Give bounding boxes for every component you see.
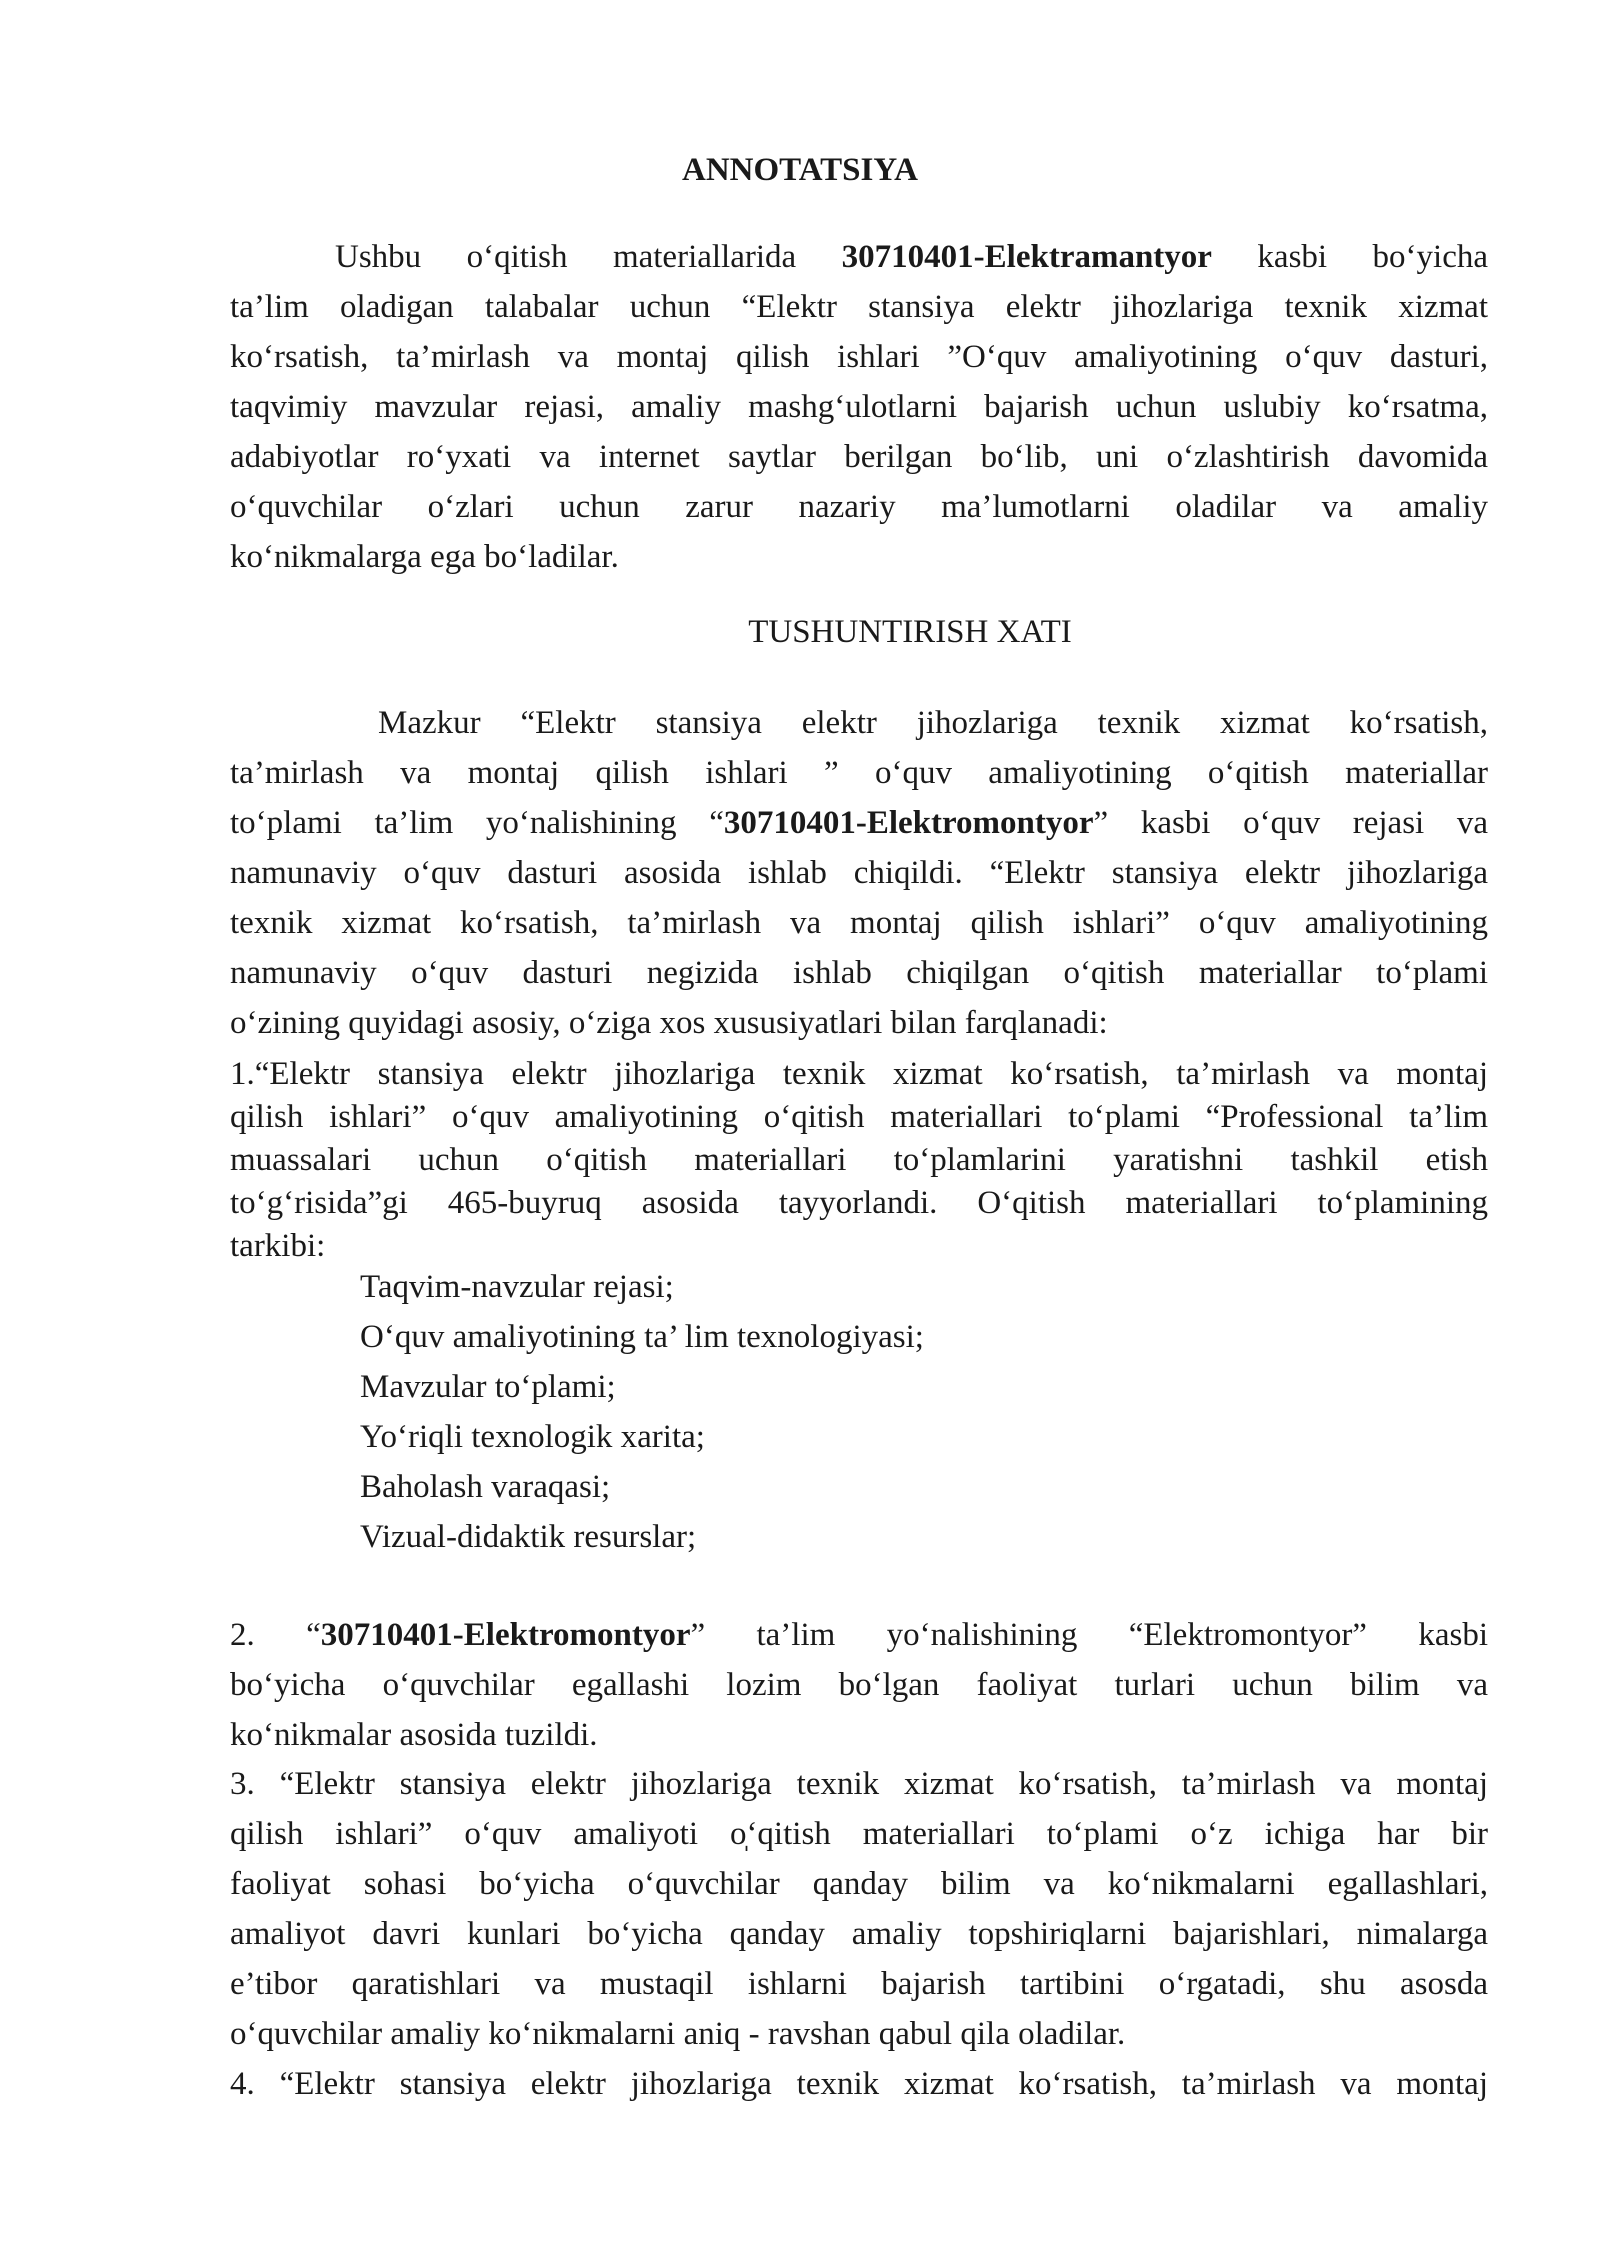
text-line: ko‘rsatish, ta’mirlash va montaj qilish ishlari ”O‘quv amaliyotining o‘quv dasturi,	[230, 339, 1488, 375]
contents-list	[360, 1262, 924, 1562]
text-line: 1.“Elektr stansiya elektr jihozlariga texnik xizmat ko‘rsatish, ta’mirlash va montaj	[230, 1056, 1488, 1092]
text-line: amaliyot davri kunlari bo‘yicha qanday amaliy topshiriqlarni bajarishlari, nimalarga	[230, 1916, 1488, 1952]
list-item: Taqvim-navzular rejasi;	[360, 1269, 674, 1305]
text-line: ta’mirlash va montaj qilish ishlari ” o‘quv amaliyotining o‘qitish materiallar	[230, 755, 1488, 791]
text-line: bo‘yicha o‘quvchilar egallashi lozim bo‘lgan faoliyat turlari uchun bilim va	[230, 1667, 1488, 1703]
text-line: to‘plami ta’lim yo‘nalishining “30710401-Elektromontyor” kasbi o‘quv rejasi va	[230, 805, 1488, 841]
explanation-paragraph	[230, 698, 1488, 1048]
list-item: Mavzular to‘plami;	[360, 1369, 616, 1405]
list-item: Baholash varaqasi;	[360, 1469, 611, 1505]
text-line: adabiyotlar ro‘yxati va internet saytlar berilgan bo‘lib, uni o‘zlashtirish davomida	[230, 439, 1488, 475]
point-4-paragraph	[230, 2059, 1488, 2109]
text-line: 3. “Elektr stansiya elektr jihozlariga texnik xizmat ko‘rsatish, ta’mirlash va montaj	[230, 1766, 1488, 1802]
text-line: namunaviy o‘quv dasturi negizida ishlab chiqilgan o‘qitish materiallar to‘plami	[230, 955, 1488, 991]
text-line: taqvimiy mavzular rejasi, amaliy mashg‘ulotlarni bajarish uchun uslubiy ko‘rsatma,	[230, 389, 1488, 425]
text-line: Mazkur “Elektr stansiya elektr jihozlariga texnik xizmat ko‘rsatish,	[378, 705, 1488, 741]
text-line: o‘zining quyidagi asosiy, o‘ziga xos xususiyatlari bilan farqlanadi:	[230, 1005, 1108, 1041]
text-line: o‘quvchilar amaliy ko‘nikmalarni aniq - ravshan qabul qila oladilar.	[230, 2016, 1126, 2052]
text-line: muassalari uchun o‘qitish materiallari to‘plamlarini yaratishni tashkil etish	[230, 1142, 1488, 1178]
text-line: 4. “Elektr stansiya elektr jihozlariga texnik xizmat ko‘rsatish, ta’mirlash va montaj	[230, 2066, 1488, 2102]
text-line: ko‘nikmalarga ega bo‘ladilar.	[230, 539, 619, 575]
explanation-title: TUSHUNTIRISH XATI	[748, 614, 1072, 650]
text-line: qilish ishlari” o‘quv amaliyoti o̩‘qitish materiallari to‘plami o‘z ichiga har bir	[230, 1816, 1488, 1852]
text-line: to‘g‘risida”gi 465-buyruq asosida tayyorlandi. O‘qitish materiallari to‘plamining	[230, 1185, 1488, 1221]
text-line: tarkibi:	[230, 1228, 326, 1264]
point-3-paragraph	[230, 1759, 1488, 2059]
list-item: Yo‘riqli texnologik xarita;	[360, 1419, 705, 1455]
text-line: texnik xizmat ko‘rsatish, ta’mirlash va montaj qilish ishlari” o‘quv amaliyotining	[230, 905, 1488, 941]
text-line: Ushbu o‘qitish materiallarida 30710401-Elektramantyor kasbi bo‘yicha	[335, 239, 1488, 275]
list-item: Vizual-didaktik resurslar;	[360, 1519, 697, 1555]
point-2-paragraph	[230, 1610, 1488, 1760]
text-line: e’tibor qaratishlari va mustaqil ishlarni bajarish tartibini o‘rgatadi, shu asosda	[230, 1966, 1488, 2002]
text-line: ko‘nikmalar asosida tuzildi.	[230, 1717, 598, 1753]
annotation-title: ANNOTATSIYA	[682, 152, 918, 188]
text-line: o‘quvchilar o‘zlari uchun zarur nazariy ma’lumotlarni oladilar va amaliy	[230, 489, 1488, 525]
point-1-paragraph	[230, 1053, 1488, 1268]
text-line: ta’lim oladigan talabalar uchun “Elektr stansiya elektr jihozlariga texnik xizmat	[230, 289, 1488, 325]
text-line: qilish ishlari” o‘quv amaliyotining o‘qitish materiallari to‘plami “Professional ta’lim	[230, 1099, 1488, 1135]
text-line: namunaviy o‘quv dasturi asosida ishlab chiqildi. “Elektr stansiya elektr jihozlariga	[230, 855, 1488, 891]
list-item: O‘quv amaliyotining ta’ lim texnologiyasi;	[360, 1319, 924, 1355]
annotation-paragraph	[230, 232, 1488, 582]
text-line: faoliyat sohasi bo‘yicha o‘quvchilar qanday bilim va ko‘nikmalarni egallashlari,	[230, 1866, 1488, 1902]
text-line: 2. “30710401-Elektromontyor” ta’lim yo‘nalishining “Elektromontyor” kasbi	[230, 1617, 1488, 1653]
